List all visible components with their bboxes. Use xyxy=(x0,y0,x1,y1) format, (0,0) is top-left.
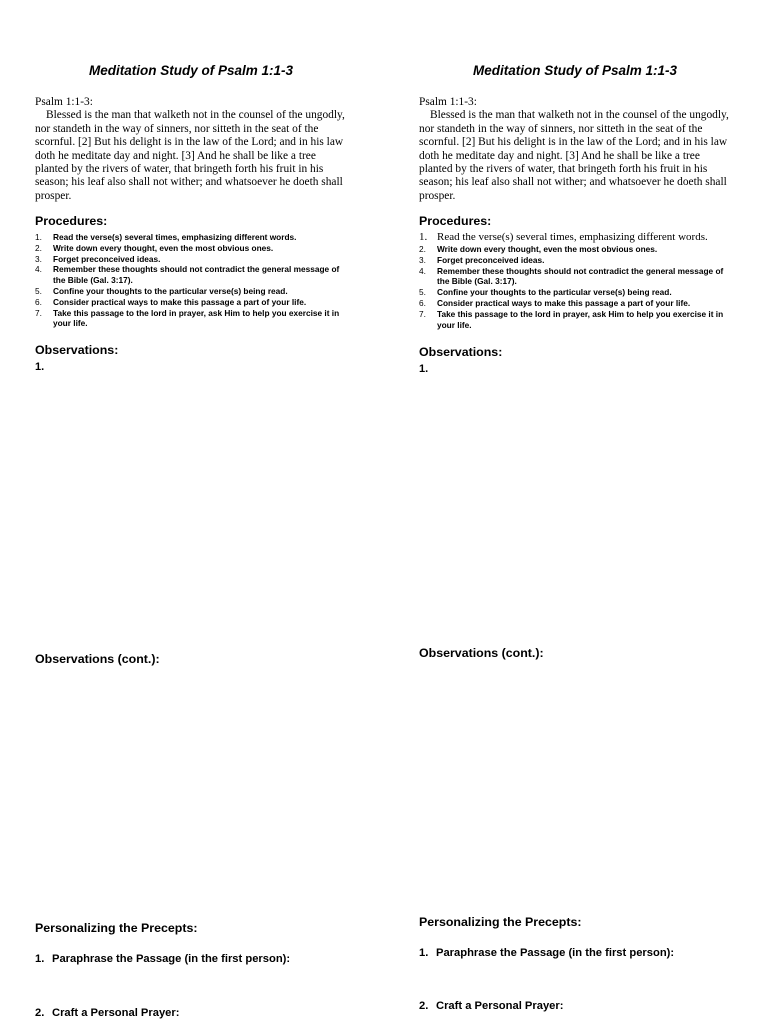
personalizing-heading: Personalizing the Precepts: xyxy=(35,921,198,935)
procedure-item xyxy=(419,309,737,331)
procedure-item xyxy=(419,298,737,309)
worksheet-title: Meditation Study of Psalm 1:1-3 xyxy=(88,63,294,78)
procedure-text: Forget preconceived ideas. xyxy=(53,253,161,264)
procedure-text: Consider practical ways to make this passage a part of your life. xyxy=(437,297,691,308)
scripture-passage xyxy=(419,96,734,203)
prompt-number: 2. xyxy=(419,1000,429,1012)
procedure-item xyxy=(35,308,353,330)
procedure-item xyxy=(419,231,737,244)
procedure-text: Take this passage to the lord in prayer, ask Him to help you exercise it in your life. xyxy=(53,307,340,329)
procedure-number: 1. xyxy=(35,232,42,242)
procedure-text: Read the verse(s) several times, emphasizing different words. xyxy=(53,232,297,242)
procedure-number: 7. xyxy=(35,307,42,318)
procedure-number: 5. xyxy=(419,287,426,298)
paraphrase-prompt xyxy=(35,953,290,965)
observations-cont-heading: Observations (cont.): xyxy=(419,646,544,660)
procedure-item xyxy=(35,254,353,265)
procedure-text: Remember these thoughts should not contradict the general message of the Bible (Gal. 3:17). xyxy=(437,265,724,287)
prompt-text: Craft a Personal Prayer: xyxy=(436,1000,564,1012)
procedure-item xyxy=(419,266,737,288)
procedure-item xyxy=(35,297,353,308)
procedures-heading: Procedures: xyxy=(35,214,108,228)
observations-heading: Observations: xyxy=(35,343,119,357)
procedures-list xyxy=(419,231,737,330)
worksheet-title: Meditation Study of Psalm 1:1-3 xyxy=(472,63,678,78)
procedure-number: 2. xyxy=(35,242,42,253)
procedure-text: Write down every thought, even the most obvious ones. xyxy=(437,244,658,254)
procedure-item xyxy=(419,255,737,266)
procedure-text: Confine your thoughts to the particular verse(s) being read. xyxy=(53,285,288,296)
procedure-item xyxy=(35,264,353,286)
procedure-item xyxy=(419,244,737,255)
procedure-text: Remember these thoughts should not contradict the general message of the Bible (Gal. 3:17). xyxy=(53,264,340,286)
procedure-number: 3. xyxy=(35,253,42,264)
procedure-number: 5. xyxy=(35,285,42,296)
prompt-number: 1. xyxy=(419,947,429,959)
prayer-prompt xyxy=(419,1000,563,1012)
prompt-text: Paraphrase the Passage (in the first person): xyxy=(436,947,675,959)
procedure-text: Confine your thoughts to the particular verse(s) being read. xyxy=(437,287,672,298)
scripture-passage xyxy=(35,96,350,203)
procedures-heading: Procedures: xyxy=(419,214,492,228)
observation-number: 1. xyxy=(35,361,45,373)
procedure-item xyxy=(419,287,737,298)
procedure-number: 4. xyxy=(419,265,426,276)
procedure-number: 3. xyxy=(419,254,426,265)
procedure-text: Forget preconceived ideas. xyxy=(437,254,545,265)
prompt-number: 1. xyxy=(35,953,45,965)
procedure-number: 6. xyxy=(419,297,426,308)
prompt-text: Paraphrase the Passage (in the first person): xyxy=(52,953,291,965)
procedure-item xyxy=(35,286,353,297)
prompt-number: 2. xyxy=(35,1007,45,1019)
observations-cont-heading: Observations (cont.): xyxy=(35,652,160,666)
passage-reference: Psalm 1:1-3: xyxy=(419,96,477,108)
observations-heading: Observations: xyxy=(419,345,503,359)
procedure-item xyxy=(35,232,353,243)
passage-text: Blessed is the man that walketh not in the counsel of the ungodly, nor standeth in the way of sinners, nor sitteth in the seat of the scornful. [2] But his delight is in the law of the Lord; and in his law doth he meditate day and night. [3] And he shall be like a tree planted by the rivers of water, that bringeth forth his fruit in his season; his leaf also shall not wither; and whatsoever he doeth shall prosper. xyxy=(419,109,729,202)
procedure-text: Take this passage to the lord in prayer, ask Him to help you exercise it in your life. xyxy=(437,308,724,330)
procedure-item xyxy=(35,243,353,254)
procedure-text: Write down every thought, even the most obvious ones. xyxy=(53,242,274,253)
procedure-text: Consider practical ways to make this passage a part of your life. xyxy=(53,296,307,307)
procedure-number: 1. xyxy=(419,231,428,243)
procedure-number: 6. xyxy=(35,296,42,307)
procedure-number: 2. xyxy=(419,244,426,254)
paraphrase-prompt xyxy=(419,947,674,959)
prayer-prompt xyxy=(35,1007,179,1019)
prompt-text: Craft a Personal Prayer: xyxy=(52,1007,180,1019)
procedure-number: 4. xyxy=(35,264,42,275)
procedures-list xyxy=(35,232,353,329)
procedure-number: 7. xyxy=(419,308,426,319)
observation-number: 1. xyxy=(419,363,429,375)
procedure-text: Read the verse(s) several times, emphasizing different words. xyxy=(437,231,708,243)
passage-text: Blessed is the man that walketh not in the counsel of the ungodly, nor standeth in the way of sinners, nor sitteth in the seat of the scornful. [2] But his delight is in the law of the Lord; and in his law doth he meditate day and night. [3] And he shall be like a tree planted by the rivers of water, that bringeth forth his fruit in his season; his leaf also shall not wither; and whatsoever he doeth shall prosper. xyxy=(35,109,345,202)
worksheet-left xyxy=(35,0,355,1024)
worksheet-right xyxy=(419,0,739,1024)
personalizing-heading: Personalizing the Precepts: xyxy=(419,915,582,929)
passage-reference: Psalm 1:1-3: xyxy=(35,96,93,108)
